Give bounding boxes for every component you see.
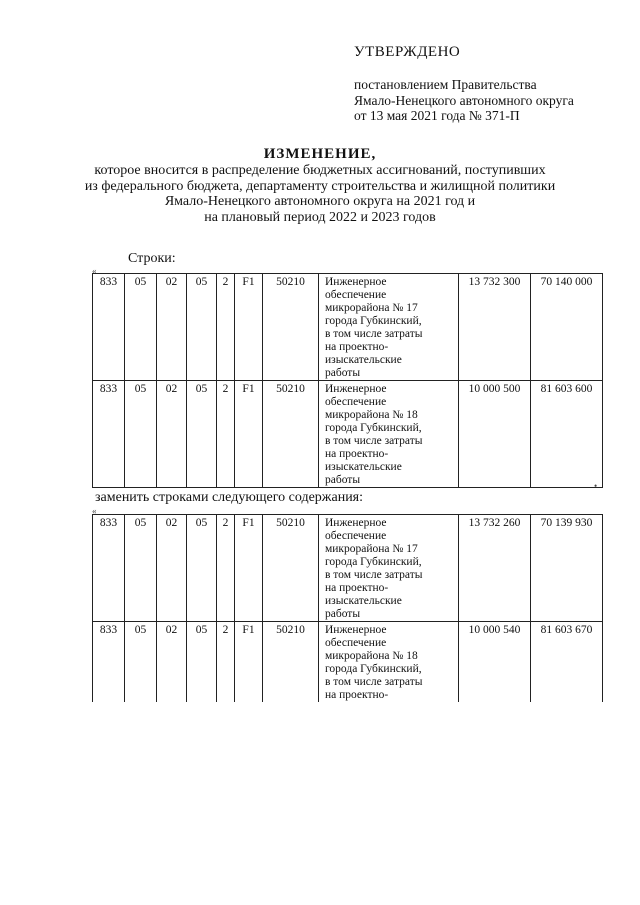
amount-2023-cell: 81 603 670	[531, 622, 603, 703]
code-admin-cell: 833	[93, 274, 125, 381]
description-line: микрорайона № 18	[325, 650, 418, 662]
description-line: в том числе затраты	[325, 569, 423, 581]
approval-line: постановлением Правительства	[354, 77, 537, 92]
description-line: в том числе затраты	[325, 676, 423, 688]
code-program-cell: 05	[187, 274, 217, 381]
code-direction-cell: 50210	[263, 622, 319, 703]
description-line: микрорайона № 18	[325, 409, 418, 421]
code-subsection-cell: 02	[157, 622, 187, 703]
code-program-cell: 05	[187, 515, 217, 622]
description-line: обеспечение	[325, 530, 387, 542]
old-rows-table	[92, 273, 603, 488]
description-line: изыскательские	[325, 461, 402, 473]
code-section-cell: 05	[125, 515, 157, 622]
description-line: обеспечение	[325, 637, 387, 649]
code-project-cell: F1	[235, 515, 263, 622]
code-project-cell: F1	[235, 381, 263, 488]
replace-label: заменить строками следующего содержания:	[95, 490, 364, 505]
code-section-cell: 05	[125, 274, 157, 381]
approval-line: Ямало-Ненецкого автономного округа	[354, 92, 574, 108]
description-line: микрорайона № 17	[325, 543, 418, 555]
scan-mark: «	[92, 506, 97, 516]
description-cell	[319, 622, 459, 703]
code-subsection-cell: 02	[157, 515, 187, 622]
approved-stamp: УТВЕРЖДЕНО	[354, 44, 461, 60]
description-line: работы	[325, 474, 361, 486]
subtitle-line: Ямало-Ненецкого автономного округа на 2021 год и	[164, 194, 476, 209]
description-line: изыскательские	[325, 595, 402, 607]
code-program-cell: 05	[187, 622, 217, 703]
description-cell	[319, 381, 459, 488]
table-row	[93, 515, 603, 622]
document-title: ИЗМЕНЕНИЕ,	[263, 146, 377, 162]
code-project-cell: F1	[235, 274, 263, 381]
description-line: изыскательские	[325, 354, 402, 366]
subtitle-line: из федерального бюджета, департаменту строительства и жилищной политики	[84, 178, 556, 194]
description-line: Инженерное	[325, 383, 387, 395]
subtitle-line: на плановый период 2022 и 2023 годов	[204, 209, 436, 225]
code-section-cell: 05	[125, 381, 157, 488]
description-line: города Губкинский,	[325, 315, 422, 327]
description-line: города Губкинский,	[325, 422, 422, 434]
scan-mark: «	[92, 266, 97, 276]
scan-mark: •	[594, 481, 598, 491]
code-subsection-cell: 02	[157, 381, 187, 488]
code-admin-cell: 833	[93, 515, 125, 622]
description-line: на проектно-	[325, 582, 389, 594]
amount-2022-cell: 13 732 260	[459, 515, 531, 622]
code-type-cell: 2	[217, 381, 235, 488]
code-type-cell: 2	[217, 274, 235, 381]
description-cell	[319, 515, 459, 622]
code-type-cell: 2	[217, 622, 235, 703]
description-line: города Губкинский,	[325, 556, 422, 568]
table-row	[93, 622, 603, 703]
code-direction-cell: 50210	[263, 515, 319, 622]
description-line: Инженерное	[325, 517, 387, 529]
new-rows-table	[92, 514, 603, 702]
code-direction-cell: 50210	[263, 274, 319, 381]
subtitle-line: которое вносится в распределение бюджетных ассигнований, поступивших	[94, 163, 546, 178]
approval-line: от 13 мая 2021 года № 371-П	[354, 108, 520, 123]
code-project-cell: F1	[235, 622, 263, 703]
description-line: на проектно-	[325, 689, 389, 701]
description-line: работы	[325, 367, 361, 379]
document-subtitle	[60, 163, 580, 225]
description-line: обеспечение	[325, 289, 387, 301]
description-line: обеспечение	[325, 396, 387, 408]
amount-2023-cell: 81 603 600	[531, 381, 603, 488]
amount-2023-cell: 70 140 000	[531, 274, 603, 381]
description-line: на проектно-	[325, 341, 389, 353]
code-section-cell: 05	[125, 622, 157, 703]
description-line: Инженерное	[325, 276, 387, 288]
description-line: работы	[325, 608, 361, 620]
approval-details	[354, 77, 574, 124]
description-line: микрорайона № 17	[325, 302, 418, 314]
description-line: в том числе затраты	[325, 328, 423, 340]
rows-label: Строки:	[128, 251, 176, 266]
description-line: на проектно-	[325, 448, 389, 460]
amount-2023-cell: 70 139 930	[531, 515, 603, 622]
amount-2022-cell: 13 732 300	[459, 274, 531, 381]
code-admin-cell: 833	[93, 622, 125, 703]
description-cell	[319, 274, 459, 381]
code-direction-cell: 50210	[263, 381, 319, 488]
description-line: в том числе затраты	[325, 435, 423, 447]
description-line: города Губкинский,	[325, 663, 422, 675]
code-program-cell: 05	[187, 381, 217, 488]
amount-2022-cell: 10 000 540	[459, 622, 531, 703]
description-line: Инженерное	[325, 624, 387, 636]
table-row	[93, 274, 603, 381]
amount-2022-cell: 10 000 500	[459, 381, 531, 488]
table-row	[93, 381, 603, 488]
code-subsection-cell: 02	[157, 274, 187, 381]
code-admin-cell: 833	[93, 381, 125, 488]
code-type-cell: 2	[217, 515, 235, 622]
